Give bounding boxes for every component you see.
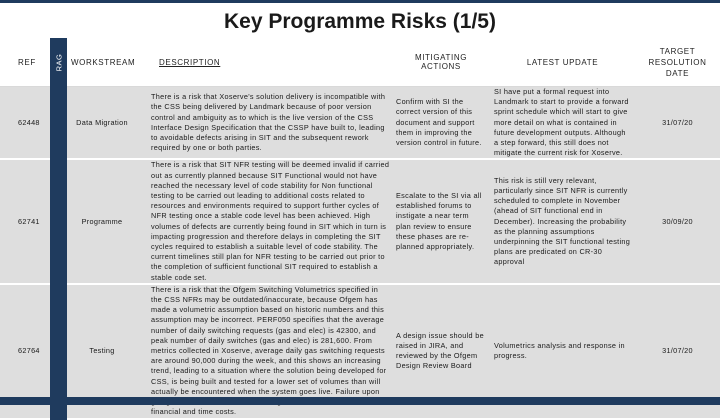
row-ref: 62448 bbox=[0, 87, 50, 160]
risk-table bbox=[0, 38, 720, 420]
header-mitigating-actions: MITIGATING ACTIONS bbox=[392, 38, 490, 87]
header-description: DESCRIPTION bbox=[137, 38, 392, 87]
row-ref: 62764 bbox=[0, 284, 50, 419]
row-target-date: 31/07/20 bbox=[635, 87, 720, 160]
header-workstream: WORKSTREAM bbox=[67, 38, 137, 87]
header-ref: REF bbox=[0, 38, 50, 87]
row-workstream: Programme bbox=[67, 159, 137, 283]
header-row bbox=[0, 38, 720, 87]
header-target-date: TARGET RESOLUTION DATE bbox=[635, 38, 720, 87]
row-mitigating-actions: Confirm with SI the correct version of this document and support them in improving the version control in future. bbox=[392, 87, 490, 160]
row-latest-update: Volumetrics analysis and response in progress. bbox=[490, 284, 635, 419]
row-description: There is a risk that Xoserve's solution delivery is incompatible with the CSS being delivered by Landmark because of poor version control and ambiguity as to which is the live version of the CSS Interface Design Specification that the CSSP have built to, leading to avoidable defects arising in SIT and the subsequent rework required by one or both parties. bbox=[137, 87, 392, 160]
row-latest-update: SI have put a formal request into Landmark to start to provide a forward sprint schedule which will start to give more detail on what is contained in future development outputs. Although a step forward, this still does not mitigate the current risk for Xoserve. bbox=[490, 87, 635, 160]
row-mitigating-actions: Escalate to the SI via all established forums to instigate a near term plan review to ensure these phases are re-planned appropriately. bbox=[392, 159, 490, 283]
row-description: There is a risk that the Ofgem Switching Volumetrics specified in the CSS NFRs may be outdated/inaccurate, because Ofgem has made a volumetric assumption based on historic numbers and this assumption may be incorrect. PERF050 specifies that the average number of daily switching requests (gas and elec) is 42300, and peak number of daily switches (gas and elec) is 281,600. From metrics collected in Xoserve, average daily gas switching requests are around 90,000 during the week, and this shows an increasing trend, leading to a situation where the solution being developed for CSS, is being built and tested for a lower set of volumes than will actually be encountered when the system goes live. Failure upon financial and time costs. bbox=[137, 284, 392, 419]
row-workstream: Testing bbox=[67, 284, 137, 419]
row-latest-update: This risk is still very relevant, particularly since SIT NFR is currently scheduled to complete in November (ahead of SIT functional end in December). Increasing the probability as the planning assumptions underpinning the SIT functional testing plans are predicated on CR-30 approval bbox=[490, 159, 635, 283]
top-accent-bar bbox=[0, 0, 720, 3]
header-latest-update: LATEST UPDATE bbox=[490, 38, 635, 87]
row-workstream: Data Migration bbox=[67, 87, 137, 160]
row-mitigating-actions: A design issue should be raised in JIRA, and reviewed by the Ofgem Design Review Board bbox=[392, 284, 490, 419]
header-rag: RAG bbox=[50, 38, 67, 87]
row-target-date: 30/09/20 bbox=[635, 159, 720, 283]
page-title: Key Programme Risks (1/5) bbox=[224, 10, 496, 33]
bottom-accent-bar bbox=[0, 397, 720, 405]
rag-status-cell bbox=[50, 159, 67, 283]
row-target-date: 31/07/20 bbox=[635, 284, 720, 419]
table-row bbox=[0, 159, 720, 283]
row-ref: 62741 bbox=[0, 159, 50, 283]
rag-status-cell bbox=[50, 87, 67, 160]
row-description: There is a risk that SIT NFR testing will be deemed invalid if carried out as currently planned because SIT Functional would not have reached the necessary level of code stability for Non functional testing to be carried out leading to additional costs related to resources and environments required to support further cycles of NFR testing once a stable code level has been achieved. High volumes of defects are currently being found in SIT which in turn is impacting progression and therefore delays in completing the SIT cycles required to establish a suitable level of code stability. The current timelines still plan for NFR testing to be carried out prior to the completion of sufficient functional SIT required to establish a stable code set. bbox=[137, 159, 392, 283]
table-row bbox=[0, 87, 720, 160]
